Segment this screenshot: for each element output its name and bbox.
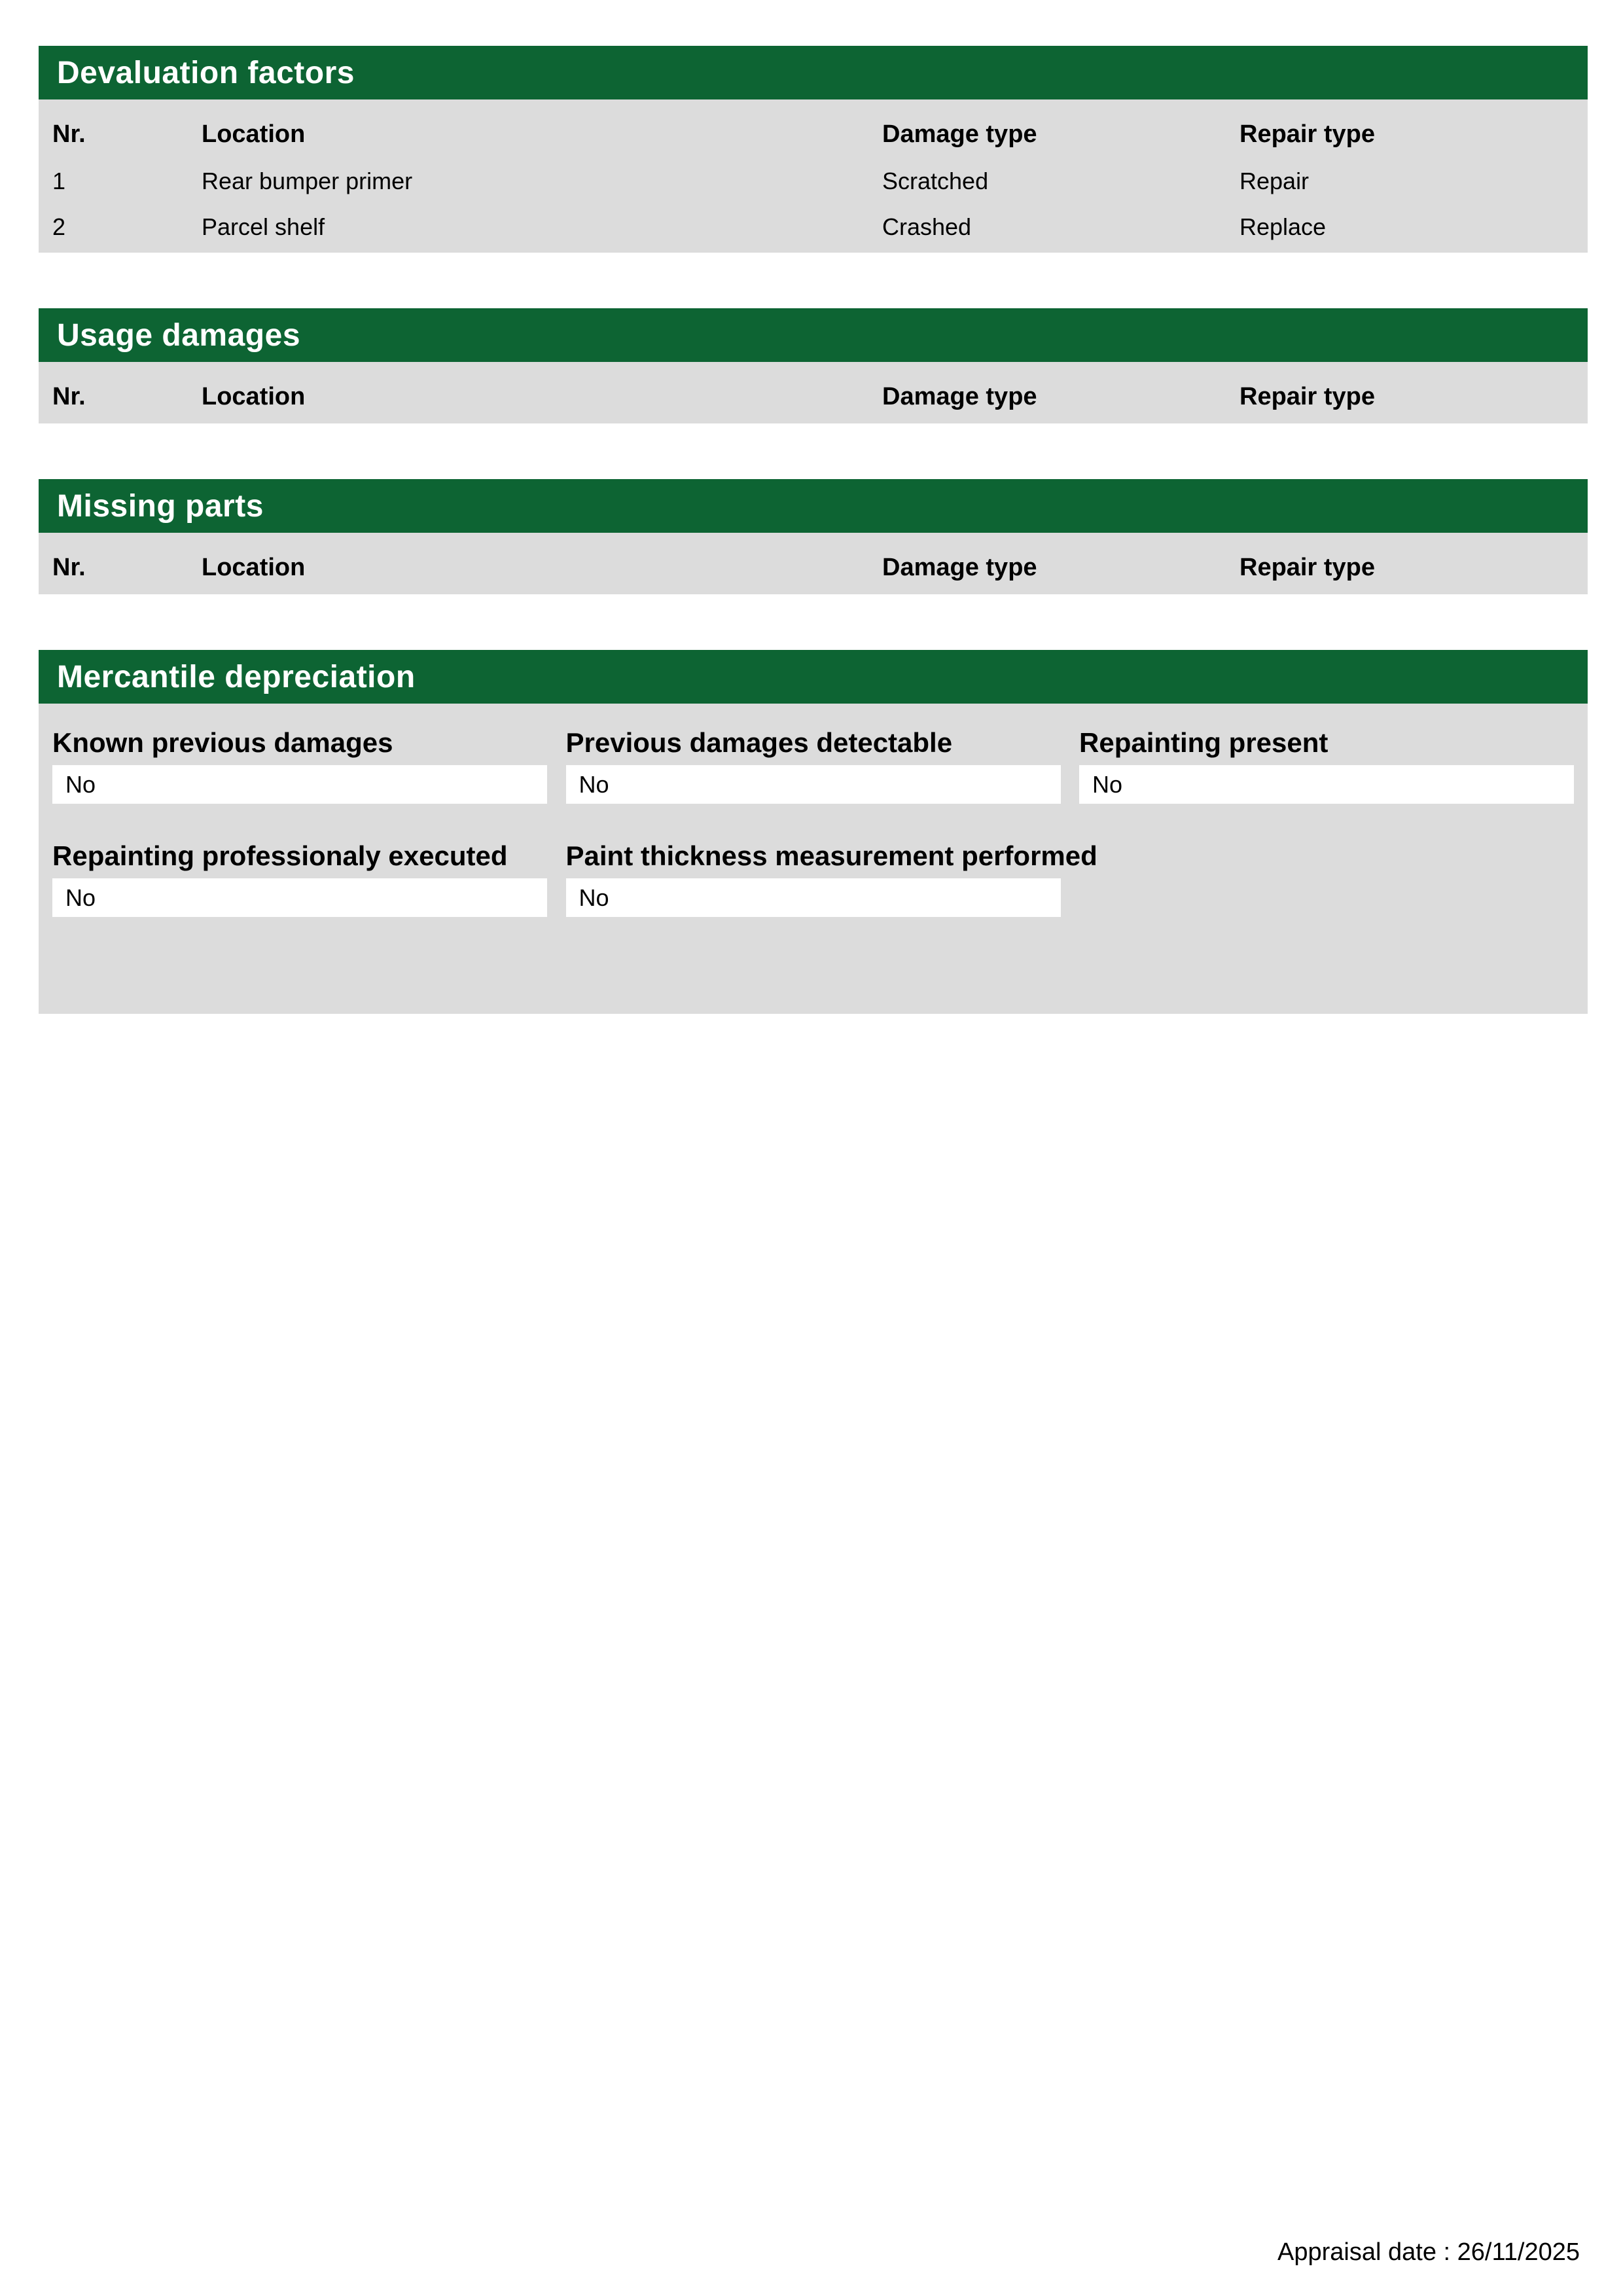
- field-known-previous-damages: [52, 727, 547, 804]
- field-repainting-present: [1079, 727, 1574, 804]
- field-value: No: [65, 884, 96, 911]
- column-header-repair-type: Repair type: [1240, 120, 1375, 149]
- section-usage-damages: [39, 308, 1588, 423]
- section-missing-parts: [39, 479, 1588, 594]
- column-header-repair-type: Repair type: [1240, 383, 1375, 411]
- section-mercantile-depreciation: [39, 650, 1588, 1014]
- column-header-location: Location: [202, 120, 306, 149]
- mercantile-field-row: [52, 840, 1574, 917]
- section-header-devaluation-factors: [39, 46, 1588, 99]
- cell-location: Parcel shelf: [202, 213, 325, 241]
- field-value: No: [65, 770, 96, 798]
- column-header-nr: Nr.: [52, 554, 86, 582]
- column-header-repair-type: Repair type: [1240, 554, 1375, 582]
- field-value-box: [566, 878, 1061, 917]
- cell-nr: 1: [52, 168, 66, 195]
- appraisal-date: Appraisal date : 26/11/2025: [1277, 2238, 1580, 2266]
- field-label: Repainting present: [1079, 727, 1329, 758]
- section-body-usage-damages: [39, 362, 1588, 423]
- mercantile-field-row: [52, 727, 1574, 804]
- table-row: [52, 204, 1574, 250]
- field-value-box: [52, 765, 547, 804]
- column-header-damage-type: Damage type: [882, 554, 1037, 582]
- section-title: Missing parts: [57, 488, 264, 524]
- section-title: Devaluation factors: [57, 55, 355, 90]
- devaluation-table: [52, 111, 1574, 250]
- missing-parts-table: [52, 545, 1574, 592]
- field-value: No: [579, 770, 609, 798]
- field-label: Previous damages detectable: [565, 727, 953, 758]
- field-value-box: [1079, 765, 1574, 804]
- column-header-damage-type: Damage type: [882, 120, 1037, 149]
- section-header-missing-parts: [39, 479, 1588, 533]
- table-header-row: [52, 545, 1574, 592]
- cell-damage-type: Scratched: [882, 168, 989, 195]
- section-title: Usage damages: [57, 317, 301, 353]
- cell-nr: 2: [52, 213, 66, 241]
- field-value-box: [52, 878, 547, 917]
- field-paint-thickness-measurement-performed: [565, 840, 1097, 917]
- section-header-usage-damages: [39, 308, 1588, 362]
- cell-repair-type: Repair: [1240, 168, 1310, 195]
- column-header-location: Location: [202, 554, 306, 582]
- cell-location: Rear bumper primer: [202, 168, 413, 195]
- field-label: Paint thickness measurement performed: [565, 840, 1097, 871]
- column-header-nr: Nr.: [52, 120, 86, 149]
- table-row: [52, 158, 1574, 204]
- report-content: [39, 46, 1588, 1014]
- field-value: No: [579, 884, 609, 911]
- field-label: Known previous damages: [52, 727, 393, 758]
- field-empty-spacer: [1079, 840, 1574, 917]
- column-header-location: Location: [202, 383, 306, 411]
- section-header-mercantile-depreciation: [39, 650, 1588, 704]
- cell-damage-type: Crashed: [882, 213, 972, 241]
- section-title: Mercantile depreciation: [57, 659, 416, 694]
- table-header-row: [52, 111, 1574, 158]
- section-body-mercantile-depreciation: [39, 704, 1588, 1014]
- section-body-missing-parts: [39, 533, 1588, 594]
- section-body-devaluation-factors: [39, 99, 1588, 253]
- field-label: Repainting professionaly executed: [52, 840, 508, 871]
- field-previous-damages-detectable: [566, 727, 1061, 804]
- table-header-row: [52, 374, 1574, 421]
- section-devaluation-factors: [39, 46, 1588, 253]
- usage-table: [52, 374, 1574, 421]
- cell-repair-type: Replace: [1240, 213, 1327, 241]
- field-repainting-professionaly-executed: [52, 840, 547, 917]
- column-header-damage-type: Damage type: [882, 383, 1037, 411]
- field-value-box: [566, 765, 1061, 804]
- column-header-nr: Nr.: [52, 383, 86, 411]
- field-value: No: [1092, 770, 1123, 798]
